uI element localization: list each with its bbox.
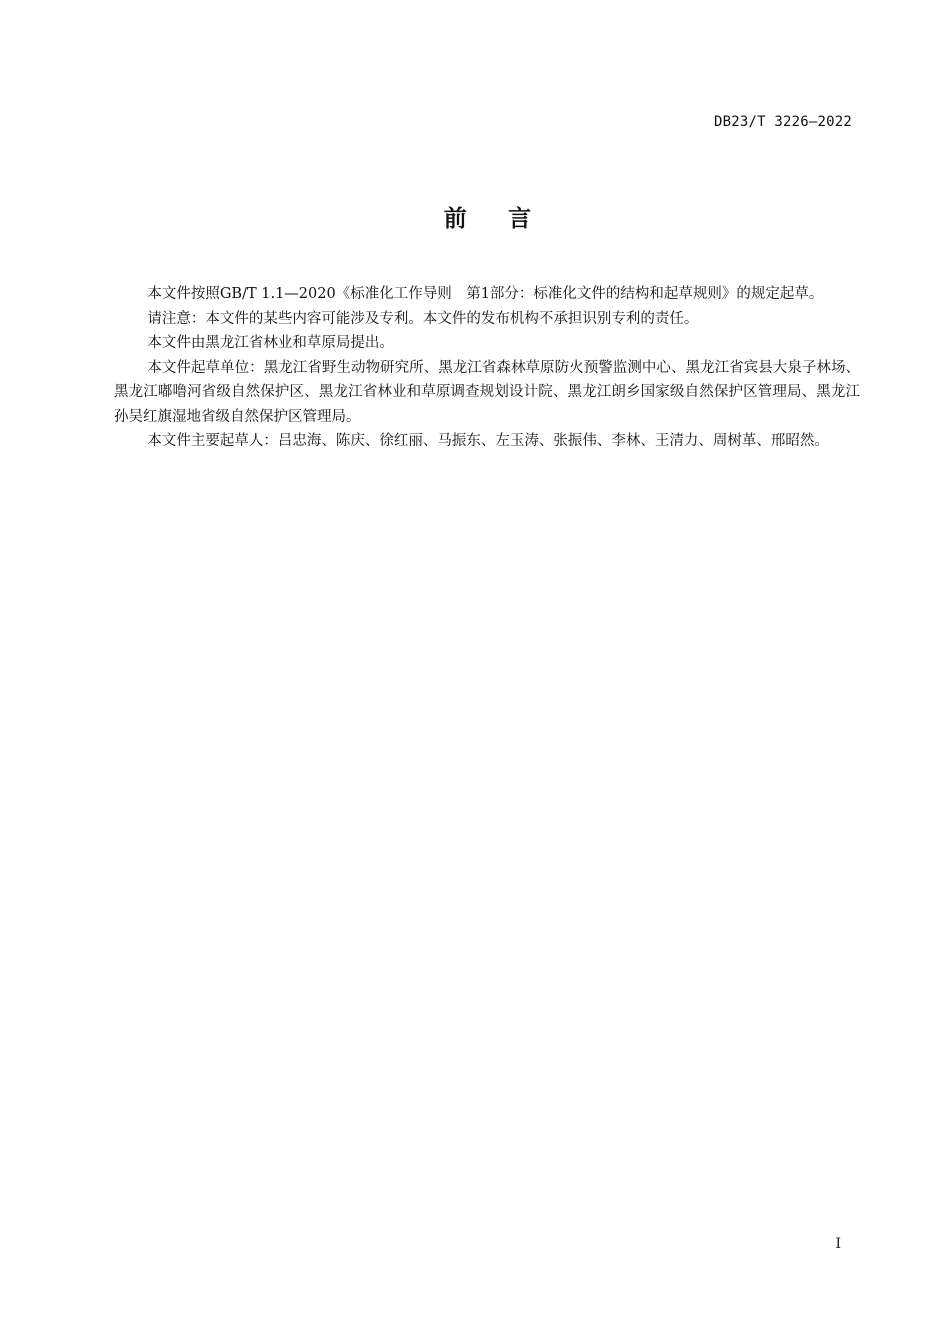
paragraph-patent-notice: 请注意：本文件的某些内容可能涉及专利。本文件的发布机构不承担识别专利的责任。 <box>147 310 699 327</box>
paragraph-drafters: 本文件主要起草人：吕忠海、陈庆、徐红丽、马振东、左玉涛、张振伟、李林、王清力、周树革、邢昭然。 <box>147 433 829 449</box>
page-number: I <box>835 1236 841 1252</box>
paragraph-proposer: 本文件由黑龙江省林业和草原局提出。 <box>147 335 394 351</box>
page-title: 前言 <box>443 206 573 232</box>
document-body <box>114 282 860 454</box>
paragraph-drafting-units: 本文件起草单位：黑龙江省野生动物研究所、黑龙江省森林草原防火预警监测中心、黑龙江省宾县大泉子林场、黑龙江嘟噜河省级自然保护区、黑龙江省林业和草原调查规划设计院、黑龙江朗乡国家级自然保护区管理局、黑龙江孙吴红旗湿地省级自然保护区管理局。 <box>114 359 860 425</box>
document-code: DB23/T 3226—2022 <box>713 114 852 130</box>
paragraph-drafting-rules: 本文件按照GB/T 1.1—2020《标准化工作导则 第1部分：标准化文件的结构和起草规则》的规定起草。 <box>147 286 824 302</box>
